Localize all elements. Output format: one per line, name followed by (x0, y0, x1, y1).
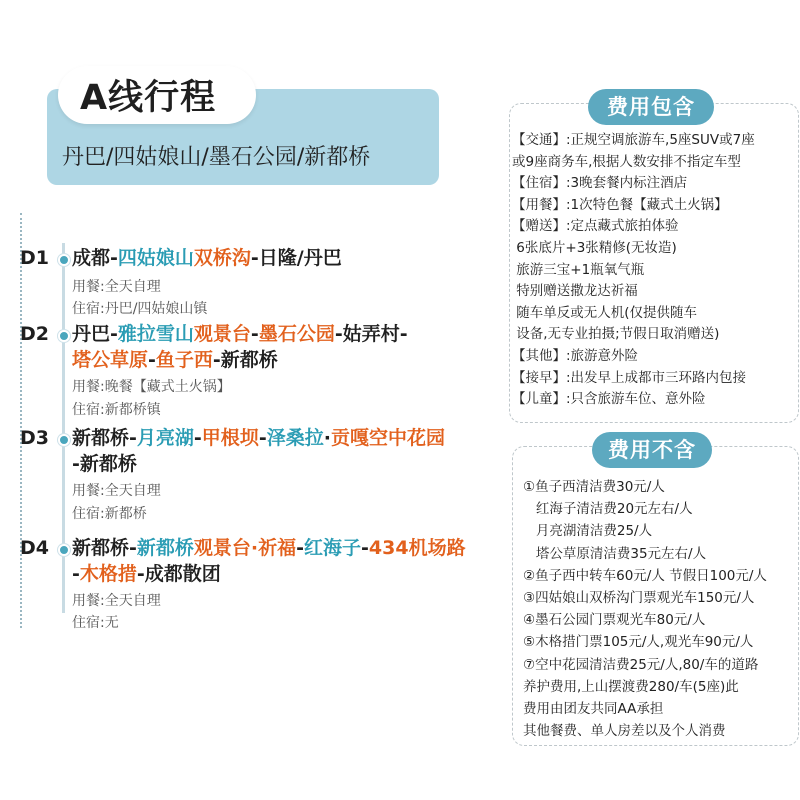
route-segment: - (250, 323, 259, 345)
route-line (72, 561, 502, 587)
timeline-dot (58, 254, 70, 266)
day-label: D3 (20, 427, 49, 449)
route-segment: 塔公草原 (72, 349, 149, 371)
fee-line: 或9座商务车,根据人数安排不指定车型 (512, 153, 741, 170)
route-segment: 双桥沟 (193, 247, 251, 269)
fee-line: 【用餐】:1次特色餐【藏式土火锅】 (512, 196, 728, 213)
route-segment: 新都桥- (72, 537, 137, 559)
fee-line: ④墨石公园门票观光车80元/人 (523, 612, 706, 629)
fee-line: 养护费用,上山摆渡费280/车(5座)此 (523, 678, 739, 695)
fee-line: 其他餐费、单人房差以及个人消费 (523, 723, 726, 740)
meal-info: 用餐:全天自理 (72, 483, 161, 499)
route-segment: - (296, 537, 305, 559)
route-segment: - (258, 427, 267, 449)
route-segment: - (361, 537, 369, 559)
day-route (72, 425, 502, 477)
route-title-text: A线行程 (80, 78, 217, 118)
fee-line: ③四姑娘山双桥沟门票观光车150元/人 (523, 590, 755, 607)
timeline-dot (58, 544, 70, 556)
route-line (72, 245, 502, 271)
itinerary-timeline (62, 243, 65, 613)
route-segment: 四姑娘山 (117, 247, 194, 269)
route-segment: 贡嘎空中花园 (330, 427, 445, 449)
route-segment: 观景台 (193, 323, 251, 345)
route-line (72, 321, 502, 347)
fee-line: 设备,无专业拍摄;节假日取消赠送) (512, 326, 720, 343)
route-segment: - (193, 427, 202, 449)
route-segment: 墨石公园 (258, 323, 335, 345)
route-title (58, 66, 256, 124)
route-segment: 新都桥- (72, 427, 137, 449)
route-segment: - (148, 349, 156, 371)
day-route (72, 321, 502, 373)
day-label: D1 (20, 247, 49, 269)
fees-included-list (512, 130, 755, 411)
meal-info: 用餐:全天自理 (72, 279, 161, 295)
route-segment: 鱼子西 (155, 349, 213, 371)
fee-line: ①鱼子西清洁费30元/人 (523, 479, 665, 495)
route-segment: 丹巴- (72, 323, 118, 345)
route-subtitle: 丹巴/四姑娘山/墨石公园/新都桥 (62, 145, 371, 170)
route-segment: -日隆/丹巴 (250, 247, 342, 269)
fee-line: ⑤木格措门票105元/人,观光车90元/人 (523, 634, 754, 651)
stay-info: 住宿:新都桥镇 (72, 402, 161, 418)
stay-info: 住宿:无 (72, 615, 119, 631)
route-segment: 观景台·祈福 (193, 537, 297, 559)
route-segment: -成都散团 (136, 563, 221, 585)
stay-info: 住宿:丹巴/四姑娘山镇 (72, 301, 208, 317)
day-route (72, 245, 502, 271)
fee-line: 6张底片+3张精修(无妆造) (512, 239, 677, 256)
fees-excluded-list (523, 476, 767, 742)
fee-line: 【赠送】:定点藏式旅拍体验 (512, 218, 679, 235)
fee-line: 【儿童】:只含旅游车位、意外险 (512, 391, 706, 408)
fee-line: 月亮湖清洁费25/人 (523, 523, 653, 540)
route-segment: · (323, 427, 331, 449)
route-segment: 木格措 (79, 563, 137, 585)
route-segment: 雅拉雪山 (117, 323, 194, 345)
fee-line: 特别赠送撒龙达祈福 (512, 283, 638, 300)
itinerary-dotted-divider (20, 213, 22, 628)
fee-line: 费用由团友共同AA承担 (523, 701, 664, 718)
route-line (72, 451, 502, 477)
route-segment: 成都- (72, 247, 118, 269)
day-label: D4 (20, 537, 49, 559)
fee-line: ②鱼子西中转车60元/人 节假日100元/人 (523, 567, 767, 584)
fee-line: 随车单反或无人机(仅提供随车 (512, 304, 698, 321)
fee-line: ⑦空中花园清洁费25元/人,80/车的道路 (523, 656, 759, 673)
timeline-dot (58, 434, 70, 446)
fee-line: 【其他】:旅游意外险 (512, 347, 639, 364)
route-line (72, 425, 502, 451)
route-segment: 新都桥 (136, 537, 194, 559)
fee-line: 塔公草原清洁费35元左右/人 (523, 545, 707, 562)
meal-info: 用餐:全天自理 (72, 593, 161, 609)
route-line (72, 535, 502, 561)
route-segment: 泽桑拉 (266, 427, 324, 449)
route-segment: 434机场路 (368, 537, 466, 559)
route-segment: -新都桥 (212, 349, 278, 371)
fee-line: 红海子清洁费20元左右/人 (523, 501, 693, 518)
timeline-dot (58, 330, 70, 342)
fees-excluded-title: 费用不含 (592, 432, 712, 468)
day-label: D2 (20, 323, 49, 345)
route-segment: -姑弄村- (334, 323, 408, 345)
route-segment: 月亮湖 (136, 427, 194, 449)
meal-info: 用餐:晚餐【藏式土火锅】 (72, 379, 231, 395)
route-segment: -新都桥 (72, 453, 137, 475)
fee-line: 【接早】:出发早上成都市三环路内包接 (512, 369, 747, 386)
stay-info: 住宿:新都桥 (72, 506, 147, 522)
route-segment: 甲根坝 (201, 427, 259, 449)
fee-line: 【交通】:正规空调旅游车,5座SUV或7座 (512, 132, 755, 148)
fee-line: 【住宿】:3晚套餐内标注酒店 (512, 175, 688, 192)
route-line (72, 347, 502, 373)
route-segment: 红海子 (304, 537, 362, 559)
fees-included-title: 费用包含 (588, 89, 714, 125)
route-segment: - (72, 563, 80, 585)
day-route (72, 535, 502, 587)
fee-line: 旅游三宝+1瓶氧气瓶 (512, 261, 645, 278)
